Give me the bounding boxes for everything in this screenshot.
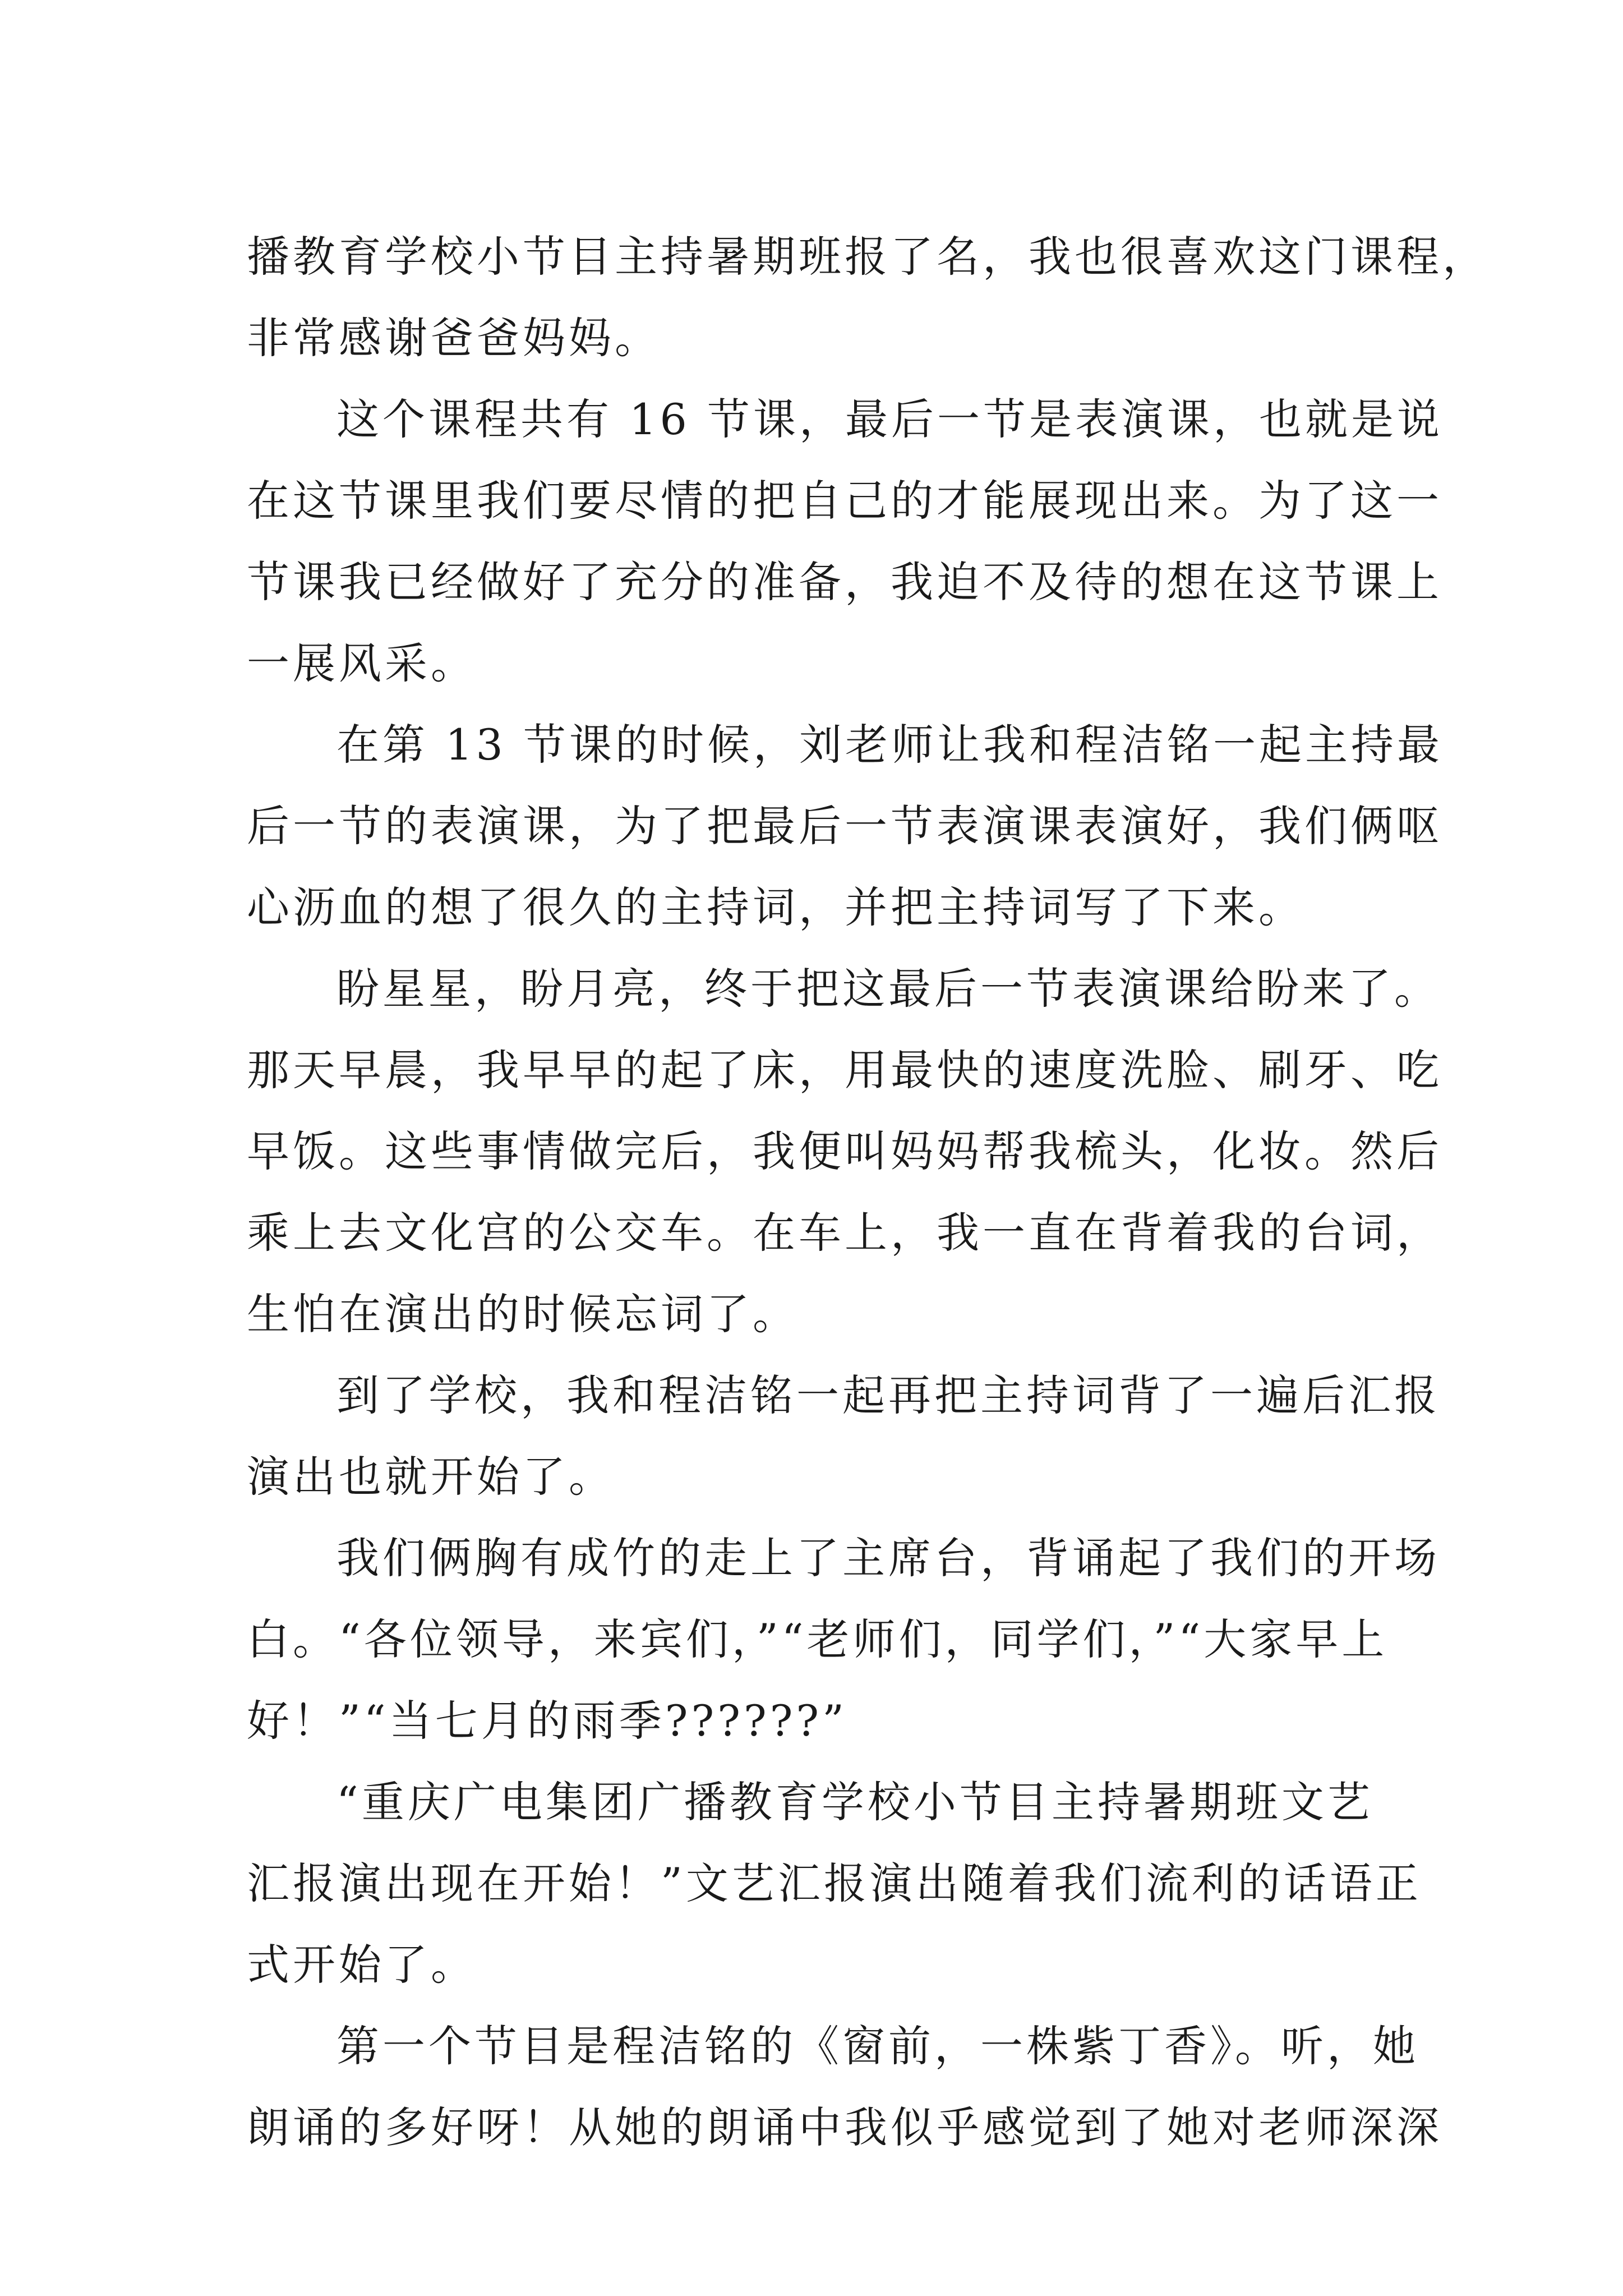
text-line: 乘上去文化宫的公交车。在车上，我一直在背着我的台词， xyxy=(247,1208,1442,1258)
text-line: 非常感谢爸爸妈妈。 xyxy=(247,313,661,363)
text-line: 汇报演出现在开始！”文艺汇报演出随着我们流利的话语正 xyxy=(247,1858,1422,1908)
text-line: 心沥血的想了很久的主持词，并把主持词写了下来。 xyxy=(247,882,1304,932)
text-line: 生怕在演出的时候忘词了。 xyxy=(247,1289,799,1339)
text-line: 播教育学校小节目主持暑期班报了名，我也很喜欢这门课程， xyxy=(247,232,1488,282)
text-line: 朗诵的多好呀！从她的朗诵中我似乎感觉到了她对老师深深 xyxy=(247,2102,1442,2152)
text-line: 在这节课里我们要尽情的把自己的才能展现出来。为了这一 xyxy=(247,476,1442,526)
paragraph-first-line: “重庆广电集团广播教育学校小节目主持暑期班文艺 xyxy=(336,1777,1373,1827)
paragraph-first-line: 在第 13 节课的时候，刘老师让我和程洁铭一起主持最 xyxy=(336,720,1444,770)
text-line: 式开始了。 xyxy=(247,1940,477,1990)
paragraph-first-line: 我们俩胸有成竹的走上了主席台，背诵起了我们的开场 xyxy=(336,1533,1440,1583)
text-line: 早饭。这些事情做完后，我便叫妈妈帮我梳头，化妆。然后 xyxy=(247,1126,1442,1176)
paragraph-first-line: 第一个节目是程洁铭的《窗前，一株紫丁香》。听，她 xyxy=(336,2021,1419,2071)
text-line: 那天早晨，我早早的起了床，用最快的速度洗脸、刷牙、吃 xyxy=(247,1045,1442,1095)
text-line: 节课我已经做好了充分的准备，我迫不及待的想在这节课上 xyxy=(247,557,1442,607)
text-line: 演出也就开始了。 xyxy=(247,1452,615,1502)
paragraph-first-line: 盼星星，盼月亮，终于把这最后一节表演课给盼来了。 xyxy=(336,964,1440,1014)
paragraph-first-line: 这个课程共有 16 节课，最后一节是表演课，也就是说 xyxy=(336,394,1444,444)
text-line: 一展风采。 xyxy=(247,638,477,688)
text-line: 白。“各位领导，来宾们，”“老师们，同学们，”“大家早上 xyxy=(247,1614,1388,1664)
text-line: 后一节的表演课，为了把最后一节表演课表演好，我们俩呕 xyxy=(247,801,1442,851)
paragraph-first-line: 到了学校，我和程洁铭一起再把主持词背了一遍后汇报 xyxy=(336,1370,1440,1420)
text-line: 好！”“当七月的雨季??????” xyxy=(247,1696,848,1746)
